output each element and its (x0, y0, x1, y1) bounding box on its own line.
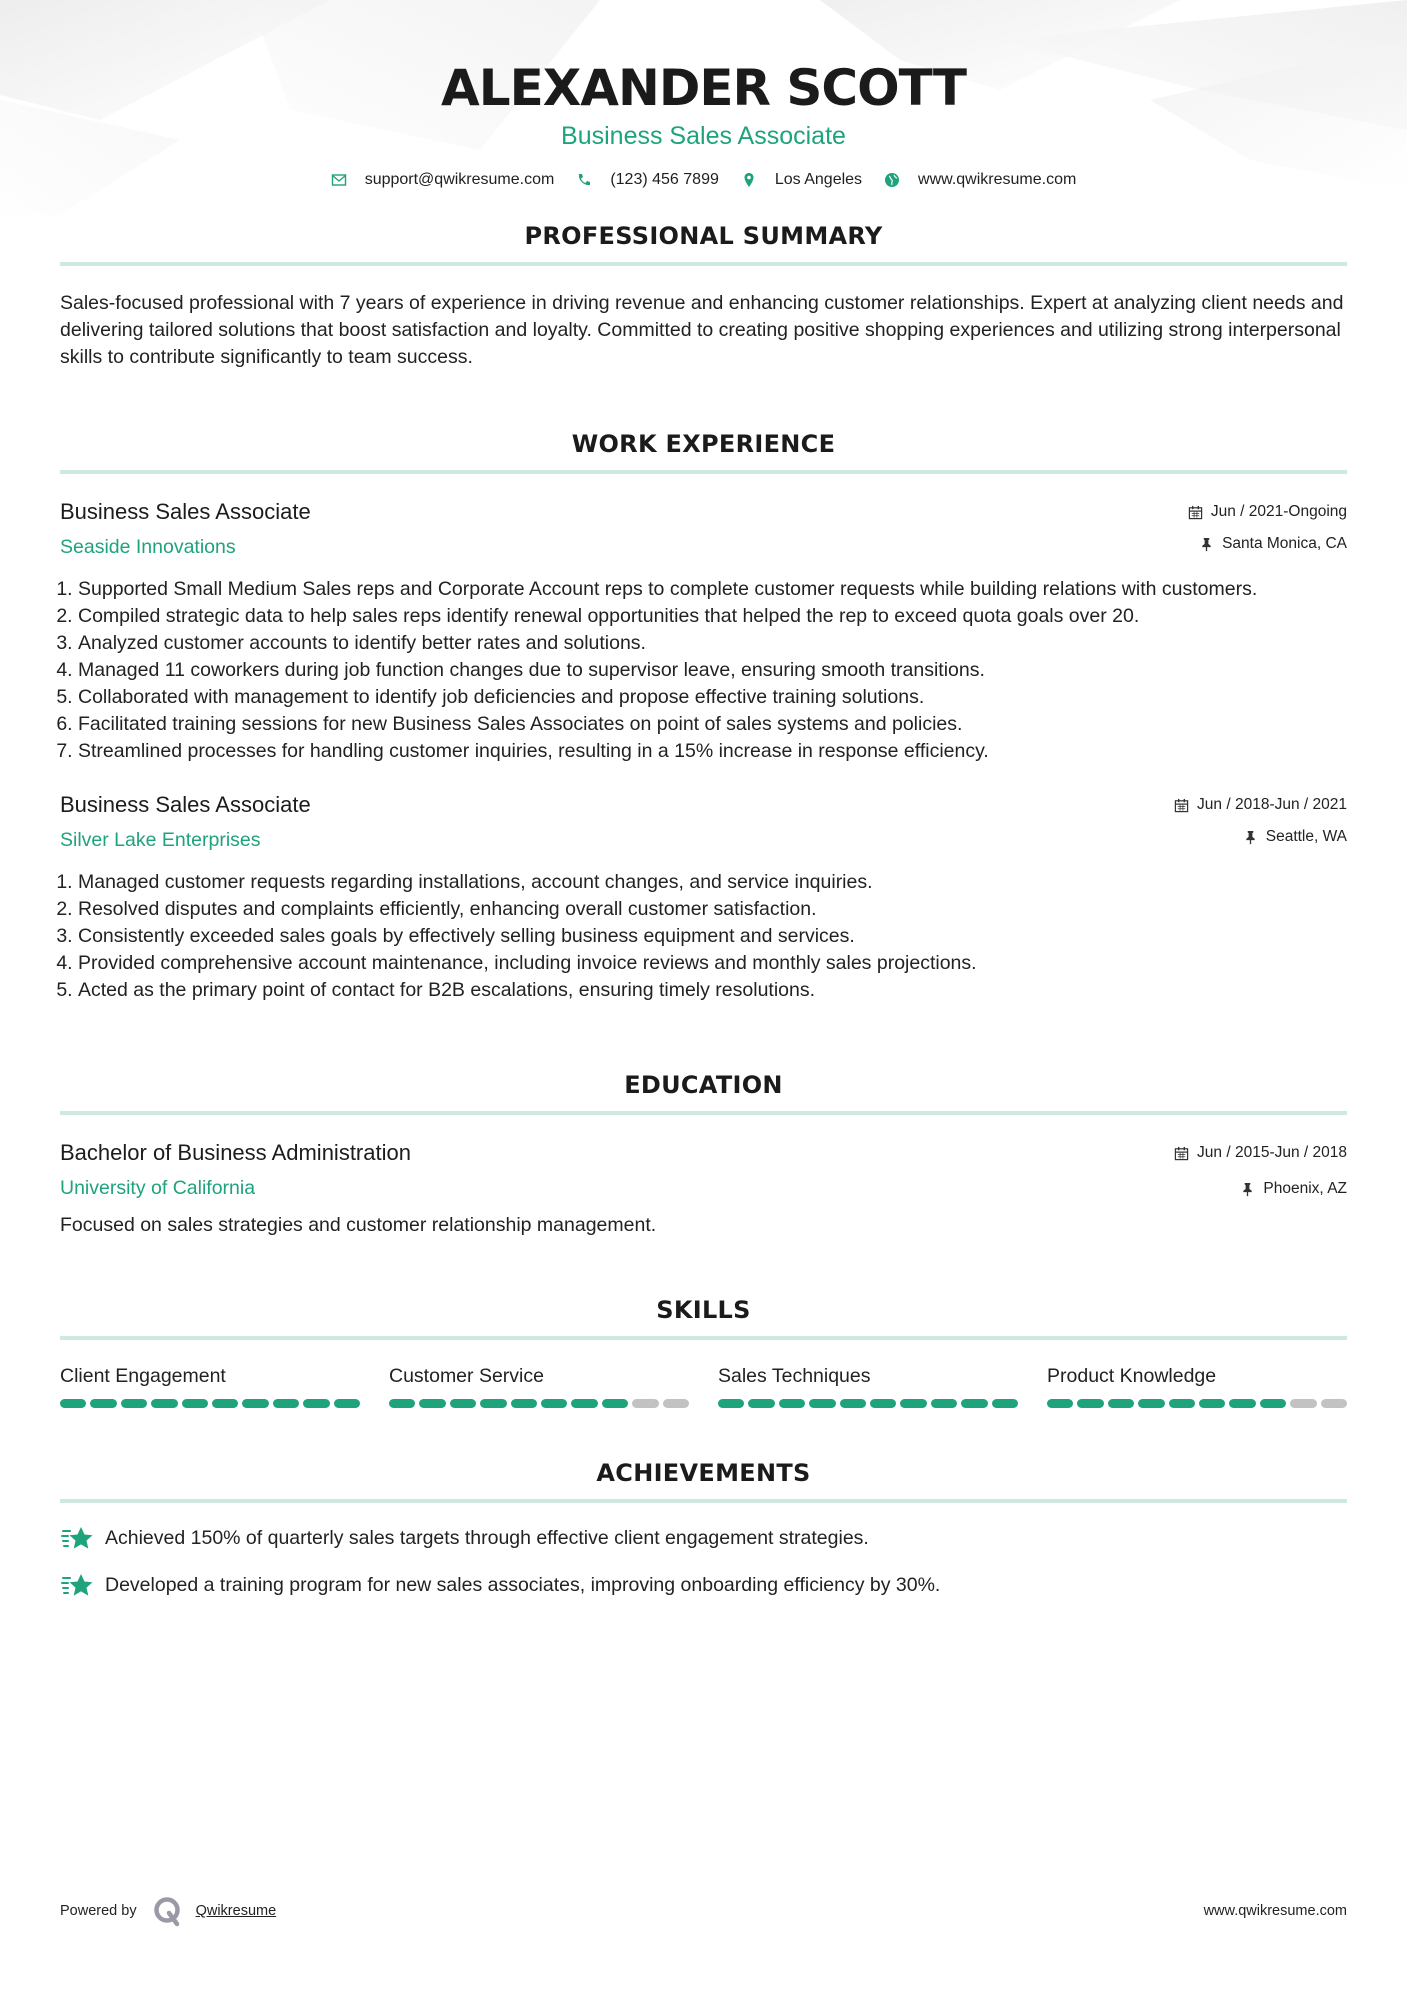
achievements-section (60, 1458, 1347, 1600)
skill-rating-segment (1169, 1399, 1195, 1408)
skill-rating-segment (992, 1399, 1018, 1408)
skill-rating-segment (511, 1399, 537, 1408)
globe-icon (884, 172, 900, 188)
experience-section (60, 429, 1347, 1004)
skill-rating-segment (273, 1399, 299, 1408)
skill-rating-segment (779, 1399, 805, 1408)
skill-rating-segment (1199, 1399, 1225, 1408)
skill-rating-segment (151, 1399, 177, 1408)
skill-rating-segment (632, 1399, 658, 1408)
pushpin-icon (1243, 830, 1258, 845)
skill-rating-segment (663, 1399, 689, 1408)
powered-by (60, 1895, 276, 1927)
skill-rating-segment (870, 1399, 896, 1408)
section-divider (60, 262, 1347, 266)
skill-item (1047, 1364, 1347, 1408)
skill-rating-segment (1108, 1399, 1134, 1408)
achievement-text: Achieved 150% of quarterly sales targets through effective client engagement strategies. (105, 1526, 869, 1549)
shooting-star-icon (60, 1523, 94, 1553)
section-title-skills: SKILLS (656, 1296, 751, 1324)
section-divider (60, 1336, 1347, 1340)
education-entry (60, 1139, 1347, 1239)
skill-rating-segment (1047, 1399, 1073, 1408)
contact-website[interactable] (884, 171, 1076, 189)
candidate-name: ALEXANDER SCOTT (441, 59, 966, 117)
phone-icon (576, 172, 592, 188)
education-location: Phoenix, AZ (1263, 1180, 1347, 1197)
skill-rating-segment (840, 1399, 866, 1408)
skill-rating-bar (718, 1399, 1018, 1408)
achievement-text: Developed a training program for new sales associates, improving onboarding efficiency by 30%. (105, 1573, 941, 1596)
contact-email-text: support@qwikresume.com (364, 171, 555, 188)
pushpin-icon (1199, 537, 1214, 552)
skill-rating-segment (602, 1399, 628, 1408)
skill-rating-segment (718, 1399, 744, 1408)
skill-rating-segment (541, 1399, 567, 1408)
shooting-star-icon (60, 1570, 94, 1600)
job-bullets (60, 576, 1347, 765)
bullet-item: 4. Provided comprehensive account maintenance, including invoice reviews and monthly sales projections. (78, 950, 1347, 977)
achievement-item (60, 1523, 1347, 1553)
contact-location (741, 171, 862, 189)
skill-rating-segment (1077, 1399, 1103, 1408)
skill-name: Customer Service (389, 1365, 544, 1387)
skill-name: Client Engagement (60, 1365, 226, 1387)
skill-rating-segment (303, 1399, 329, 1408)
skill-rating-segment (121, 1399, 147, 1408)
contact-bar (60, 171, 1347, 189)
calendar-icon (1188, 505, 1203, 520)
skill-rating-bar (60, 1399, 360, 1408)
skill-name: Sales Techniques (718, 1365, 871, 1387)
skill-rating-segment (931, 1399, 957, 1408)
skill-rating-segment (1290, 1399, 1316, 1408)
skill-rating-segment (900, 1399, 926, 1408)
skill-rating-segment (1260, 1399, 1286, 1408)
bullet-item: 6. Facilitated training sessions for new Business Sales Associates on point of sales systems and policies. (78, 711, 1347, 738)
skill-rating-segment (182, 1399, 208, 1408)
section-title-experience: WORK EXPERIENCE (571, 430, 836, 458)
degree-name: Bachelor of Business Administration (60, 1140, 411, 1165)
skill-rating-segment (480, 1399, 506, 1408)
school-name: University of California (60, 1177, 256, 1199)
calendar-icon (1174, 798, 1189, 813)
contact-website-text: www.qwikresume.com (918, 171, 1077, 188)
skills-section (60, 1295, 1347, 1408)
section-divider (60, 1499, 1347, 1503)
job-location: Santa Monica, CA (1222, 535, 1347, 552)
map-marker-icon (741, 172, 757, 188)
skill-rating-segment (212, 1399, 238, 1408)
skill-rating-segment (419, 1399, 445, 1408)
skill-rating-segment (571, 1399, 597, 1408)
skill-item (389, 1364, 689, 1408)
skill-rating-segment (748, 1399, 774, 1408)
education-dates: Jun / 2015-Jun / 2018 (1197, 1144, 1347, 1161)
job-company: Seaside Innovations (60, 536, 236, 558)
job-bullets (60, 869, 1347, 1004)
skill-rating-segment (334, 1399, 360, 1408)
skill-rating-segment (389, 1399, 415, 1408)
skill-rating-segment (242, 1399, 268, 1408)
candidate-title: Business Sales Associate (561, 122, 846, 150)
skill-rating-segment (90, 1399, 116, 1408)
bullet-item: 2. Compiled strategic data to help sales reps identify renewal opportunities that helped the rep to exceed quota goals over 20. (78, 603, 1347, 630)
skill-rating-segment (450, 1399, 476, 1408)
calendar-icon (1174, 1146, 1189, 1161)
powered-by-label: Powered by (60, 1903, 137, 1919)
section-title-education: EDUCATION (624, 1071, 783, 1099)
bullet-item: 1. Supported Small Medium Sales reps and Corporate Account reps to complete customer requests while building relations with customers. (78, 576, 1347, 603)
bullet-item: 3. Analyzed customer accounts to identify better rates and solutions. (78, 630, 1347, 657)
job-entry (60, 791, 1347, 1004)
skill-rating-segment (961, 1399, 987, 1408)
section-title-achievements: ACHIEVEMENTS (596, 1459, 811, 1487)
skill-item (718, 1364, 1018, 1408)
envelope-icon (331, 172, 347, 188)
section-divider (60, 470, 1347, 474)
job-location: Seattle, WA (1265, 828, 1347, 845)
skill-rating-segment (60, 1399, 86, 1408)
bullet-item: 1. Managed customer requests regarding installations, account changes, and service inquiries. (78, 869, 1347, 896)
skill-name: Product Knowledge (1047, 1365, 1217, 1387)
footer (60, 1895, 1347, 1927)
job-role: Business Sales Associate (60, 792, 311, 817)
bullet-item: 4. Managed 11 coworkers during job function changes due to supervisor leave, ensuring smooth transitions. (78, 657, 1347, 684)
job-role: Business Sales Associate (60, 499, 311, 524)
summary-text: Sales-focused professional with 7 years of experience in driving revenue and enhancing customer relationships. Expert at analyzing client needs and delivering tailored solutions that boost satisfaction and loyalty. Committed to creating positive shopping experiences and utilizing strong interpersonal skills to contribute significantly to team success. (60, 292, 1344, 368)
summary-section (60, 221, 1347, 371)
skill-rating-segment (1138, 1399, 1164, 1408)
bullet-item: 5. Acted as the primary point of contact for B2B escalations, ensuring timely resolutions. (78, 977, 1347, 1004)
skill-rating-segment (1321, 1399, 1347, 1408)
contact-phone-text: (123) 456 7899 (610, 171, 719, 188)
job-entry (60, 498, 1347, 765)
skill-item (60, 1364, 360, 1408)
qwikresume-link[interactable]: Qwikresume (195, 1903, 277, 1919)
achievements-list (60, 1523, 1347, 1600)
bullet-item: 2. Resolved disputes and complaints efficiently, enhancing overall customer satisfaction. (78, 896, 1347, 923)
skills-list (60, 1364, 1347, 1408)
section-divider (60, 1111, 1347, 1115)
education-description: Focused on sales strategies and customer relationship management. (60, 1214, 657, 1236)
skill-rating-bar (1047, 1399, 1347, 1408)
bullet-item: 5. Collaborated with management to identify job deficiencies and propose effective training solutions. (78, 684, 1347, 711)
contact-location-text: Los Angeles (774, 171, 863, 188)
pushpin-icon (1240, 1182, 1255, 1197)
contact-phone[interactable] (576, 171, 719, 189)
job-dates: Jun / 2021-Ongoing (1210, 503, 1347, 520)
footer-website[interactable]: www.qwikresume.com (1203, 1903, 1347, 1919)
section-title-summary: PROFESSIONAL SUMMARY (524, 222, 883, 250)
achievement-item (60, 1570, 1347, 1600)
skill-rating-bar (389, 1399, 689, 1408)
education-section (60, 1070, 1347, 1239)
skill-rating-segment (809, 1399, 835, 1408)
bullet-item: 7. Streamlined processes for handling customer inquiries, resulting in a 15% increase in response efficiency. (78, 738, 1347, 765)
job-dates: Jun / 2018-Jun / 2021 (1197, 796, 1347, 813)
contact-email[interactable] (331, 171, 555, 189)
skill-rating-segment (1229, 1399, 1255, 1408)
job-company: Silver Lake Enterprises (60, 829, 261, 851)
qwikresume-logo-icon (152, 1895, 184, 1927)
bullet-item: 3. Consistently exceeded sales goals by effectively selling business equipment and services. (78, 923, 1347, 950)
